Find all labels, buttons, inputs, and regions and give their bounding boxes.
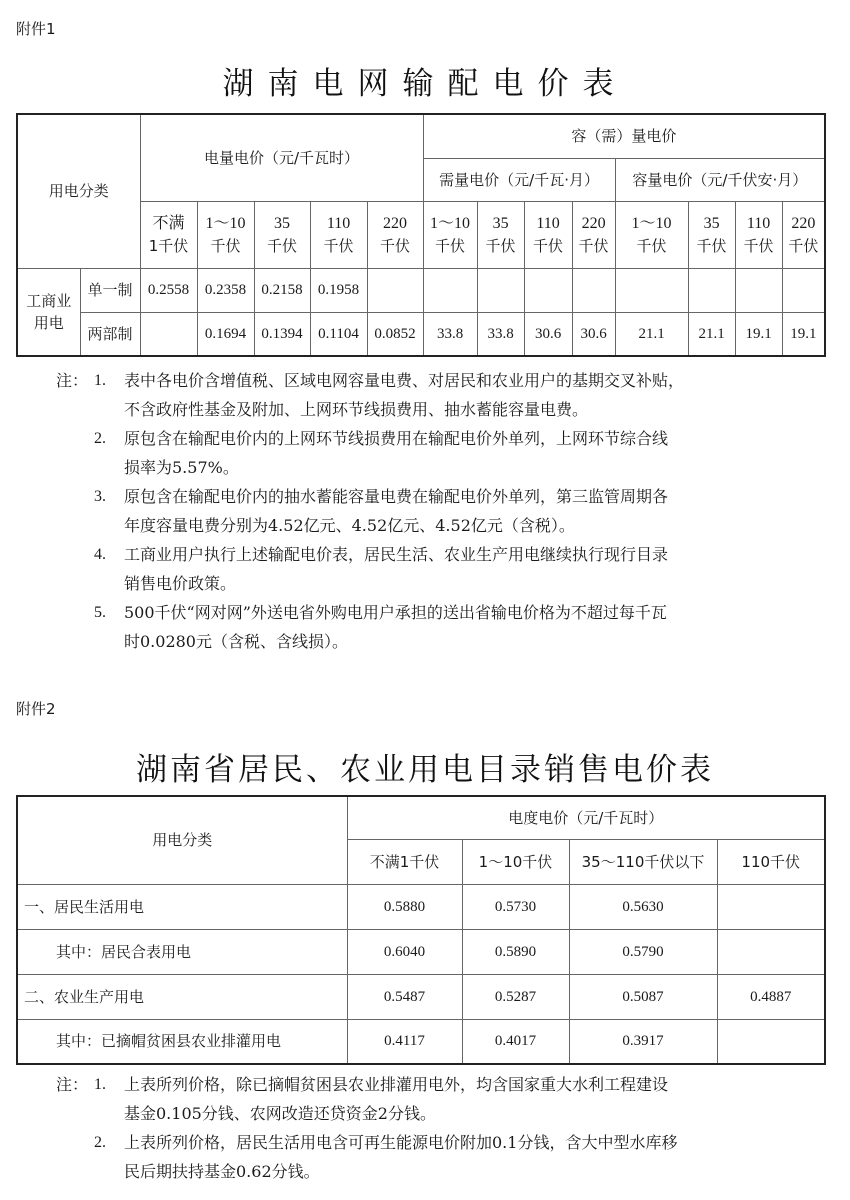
column-header-line: 千伏	[696, 236, 727, 255]
note-line: 不含政府性基金及附加、上网环节线损费用、抽水蓄能容量电费。	[124, 400, 589, 419]
price-cell	[717, 1019, 825, 1064]
attachment-1-label: 附件1	[16, 20, 56, 38]
category-header: 用电分类	[17, 796, 347, 884]
demand-price-cell	[572, 268, 615, 312]
energy-price-cell: 0.1694	[197, 312, 254, 356]
capacity-column-header	[782, 201, 825, 268]
voltage-column-header: 不满1千伏	[347, 839, 462, 884]
column-header-line: 千伏	[380, 236, 411, 255]
column-header-line: 35	[703, 214, 720, 232]
demand-price-cell: 33.8	[477, 312, 524, 356]
demand-price-cell: 30.6	[524, 312, 572, 356]
note-line: 上表所列价格，居民生活用电含可再生能源电价附加0.1分钱，含大中型水库移	[124, 1133, 678, 1152]
column-header-line: 220	[383, 214, 408, 232]
note-item	[58, 1128, 828, 1186]
note-number: 2.	[94, 1134, 106, 1151]
column-header-line: 千伏	[533, 236, 564, 255]
column-header-line: 35	[492, 214, 509, 232]
demand-price-cell	[524, 268, 572, 312]
capacity-price-header: 容量电价（元/千伏安·月）	[615, 158, 825, 201]
column-header-line: 110	[746, 214, 771, 232]
energy-price-cell	[367, 268, 423, 312]
demand-price-cell	[477, 268, 524, 312]
energy-column-header	[140, 201, 197, 268]
note-line: 民后期扶持基金0.62分钱。	[124, 1162, 320, 1181]
demand-price-cell	[423, 268, 477, 312]
energy-price-cell: 0.2558	[140, 268, 197, 312]
column-header-line: 1～10	[205, 214, 246, 232]
column-header-line: 千伏	[435, 236, 466, 255]
price-cell	[717, 929, 825, 974]
row-label: 一、居民生活用电	[17, 884, 347, 929]
note-number: 2.	[94, 430, 106, 447]
note-line: 工商业用户执行上述输配电价表，居民生活、农业生产用电继续执行现行目录	[124, 545, 669, 564]
column-header-line: 1～10	[631, 214, 672, 232]
price-cell: 0.3917	[569, 1019, 717, 1064]
price-cell: 0.5730	[462, 884, 569, 929]
note-line: 原包含在输配电价内的抽水蓄能容量电费在输配电价外单列，第三监管周期各	[124, 487, 669, 506]
attachment-1-notes	[55, 366, 828, 656]
capacity-column-header	[615, 201, 688, 268]
capacity-price-cell: 19.1	[782, 312, 825, 356]
note-line: 表中各电价含增值税、区域电网容量电费、对居民和农业用户的基期交叉补贴，	[124, 371, 685, 390]
group-label-line: 工商业	[26, 291, 72, 310]
row-label: 二、农业生产用电	[17, 974, 347, 1019]
energy-price-cell: 0.2358	[197, 268, 254, 312]
note-line: 基金0.105分钱、农网改造还贷资金2分钱。	[124, 1104, 436, 1123]
table-row	[17, 1019, 825, 1064]
note-line: 销售电价政策。	[124, 574, 237, 593]
capacity-price-cell	[735, 268, 782, 312]
row-label: 两部制	[80, 312, 140, 356]
note-number: 1.	[94, 1076, 106, 1093]
note-line: 时0.0280元（含税、含线损）。	[124, 632, 348, 651]
demand-column-header	[477, 201, 524, 268]
note-item	[58, 482, 828, 540]
voltage-column-header: 35～110千伏以下	[569, 839, 717, 884]
notes-label: 注：	[55, 371, 88, 390]
note-number: 3.	[94, 488, 106, 505]
column-header-line: 220	[791, 214, 816, 232]
price-cell	[717, 884, 825, 929]
energy-price-cell: 0.1394	[254, 312, 310, 356]
row-label: 其中：已摘帽贫困县农业排灌用电	[17, 1019, 347, 1064]
column-header-line: 千伏	[323, 236, 354, 255]
capacity-column-header	[688, 201, 735, 268]
voltage-column-header: 110千伏	[717, 839, 825, 884]
column-header-line: 1千伏	[148, 236, 189, 255]
energy-price-cell	[140, 312, 197, 356]
price-cell: 0.5287	[462, 974, 569, 1019]
capacity-demand-header: 容（需）量电价	[423, 114, 825, 158]
capacity-price-cell: 19.1	[735, 312, 782, 356]
column-header-line: 35	[274, 214, 291, 232]
demand-column-header	[572, 201, 615, 268]
price-cell: 0.5790	[569, 929, 717, 974]
note-line: 原包含在输配电价内的上网环节线损费用在输配电价外单列，上网环节综合线	[124, 429, 669, 448]
energy-price-cell: 0.1104	[310, 312, 367, 356]
energy-column-header	[197, 201, 254, 268]
row-label: 其中：居民合表用电	[17, 929, 347, 974]
energy-price-cell: 0.1958	[310, 268, 367, 312]
group-label	[17, 268, 80, 356]
column-header-line: 千伏	[743, 236, 774, 255]
note-line: 年度容量电费分别为4.52亿元、4.52亿元、4.52亿元（含税）。	[124, 516, 575, 535]
capacity-price-cell: 21.1	[688, 312, 735, 356]
capacity-price-cell	[782, 268, 825, 312]
price-cell: 0.5890	[462, 929, 569, 974]
column-header-line: 千伏	[485, 236, 516, 255]
demand-price-cell: 33.8	[423, 312, 477, 356]
note-item	[55, 1070, 828, 1128]
column-header-line: 千伏	[267, 236, 298, 255]
price-cell: 0.4887	[717, 974, 825, 1019]
note-number: 5.	[94, 604, 106, 621]
note-line: 上表所列价格，除已摘帽贫困县农业排灌用电外，均含国家重大水利工程建设	[124, 1075, 669, 1094]
price-cell: 0.5880	[347, 884, 462, 929]
price-cell: 0.5630	[569, 884, 717, 929]
attachment-2-notes	[55, 1070, 828, 1186]
column-header-line: 千伏	[578, 236, 609, 255]
note-item	[58, 424, 828, 482]
attachment-2-label: 附件2	[16, 700, 56, 718]
column-header-line: 千伏	[636, 236, 667, 255]
column-header-line: 220	[581, 214, 606, 232]
table-row	[17, 974, 825, 1019]
attachment-2-title: 湖南省居民、农业用电目录销售电价表	[136, 752, 714, 788]
capacity-price-cell	[615, 268, 688, 312]
category-header: 用电分类	[17, 114, 140, 268]
price-cell: 0.4017	[462, 1019, 569, 1064]
energy-column-header	[367, 201, 423, 268]
note-item	[58, 540, 828, 598]
table-row	[17, 884, 825, 929]
energy-price-header: 电量电价（元/千瓦时）	[140, 114, 423, 201]
column-header-line: 千伏	[210, 236, 241, 255]
column-header-line: 不满	[152, 214, 185, 232]
capacity-price-cell	[688, 268, 735, 312]
demand-price-cell: 30.6	[572, 312, 615, 356]
note-number: 1.	[94, 372, 106, 389]
column-header-line: 千伏	[788, 236, 819, 255]
note-item	[55, 366, 828, 424]
demand-column-header	[524, 201, 572, 268]
column-header-line: 110	[326, 214, 351, 232]
energy-price-cell: 0.0852	[367, 312, 423, 356]
capacity-price-cell: 21.1	[615, 312, 688, 356]
voltage-column-header: 1～10千伏	[462, 839, 569, 884]
residential-agricultural-price-table	[16, 795, 826, 1065]
capacity-column-header	[735, 201, 782, 268]
group-label-line: 用电	[33, 313, 64, 332]
price-cell: 0.4117	[347, 1019, 462, 1064]
row-label: 单一制	[80, 268, 140, 312]
column-header-line: 1～10	[430, 214, 471, 232]
energy-price-cell: 0.2158	[254, 268, 310, 312]
price-header: 电度电价（元/千瓦时）	[347, 796, 825, 839]
price-cell: 0.5087	[569, 974, 717, 1019]
energy-column-header	[254, 201, 310, 268]
energy-column-header	[310, 201, 367, 268]
demand-price-header: 需量电价（元/千瓦·月）	[423, 158, 615, 201]
demand-column-header	[423, 201, 477, 268]
price-cell: 0.5487	[347, 974, 462, 1019]
note-item	[58, 598, 828, 656]
attachment-1-title: 湖南电网输配电价表	[222, 66, 628, 102]
table-row	[17, 929, 825, 974]
notes-label: 注：	[55, 1075, 88, 1094]
note-line: 500千伏“网对网”外送电省外购电用户承担的送出省输电价格为不超过每千瓦	[124, 603, 667, 622]
price-cell: 0.6040	[347, 929, 462, 974]
column-header-line: 110	[536, 214, 560, 232]
transmission-price-table	[16, 113, 826, 357]
note-number: 4.	[94, 546, 106, 563]
note-line: 损率为5.57%。	[124, 458, 239, 477]
